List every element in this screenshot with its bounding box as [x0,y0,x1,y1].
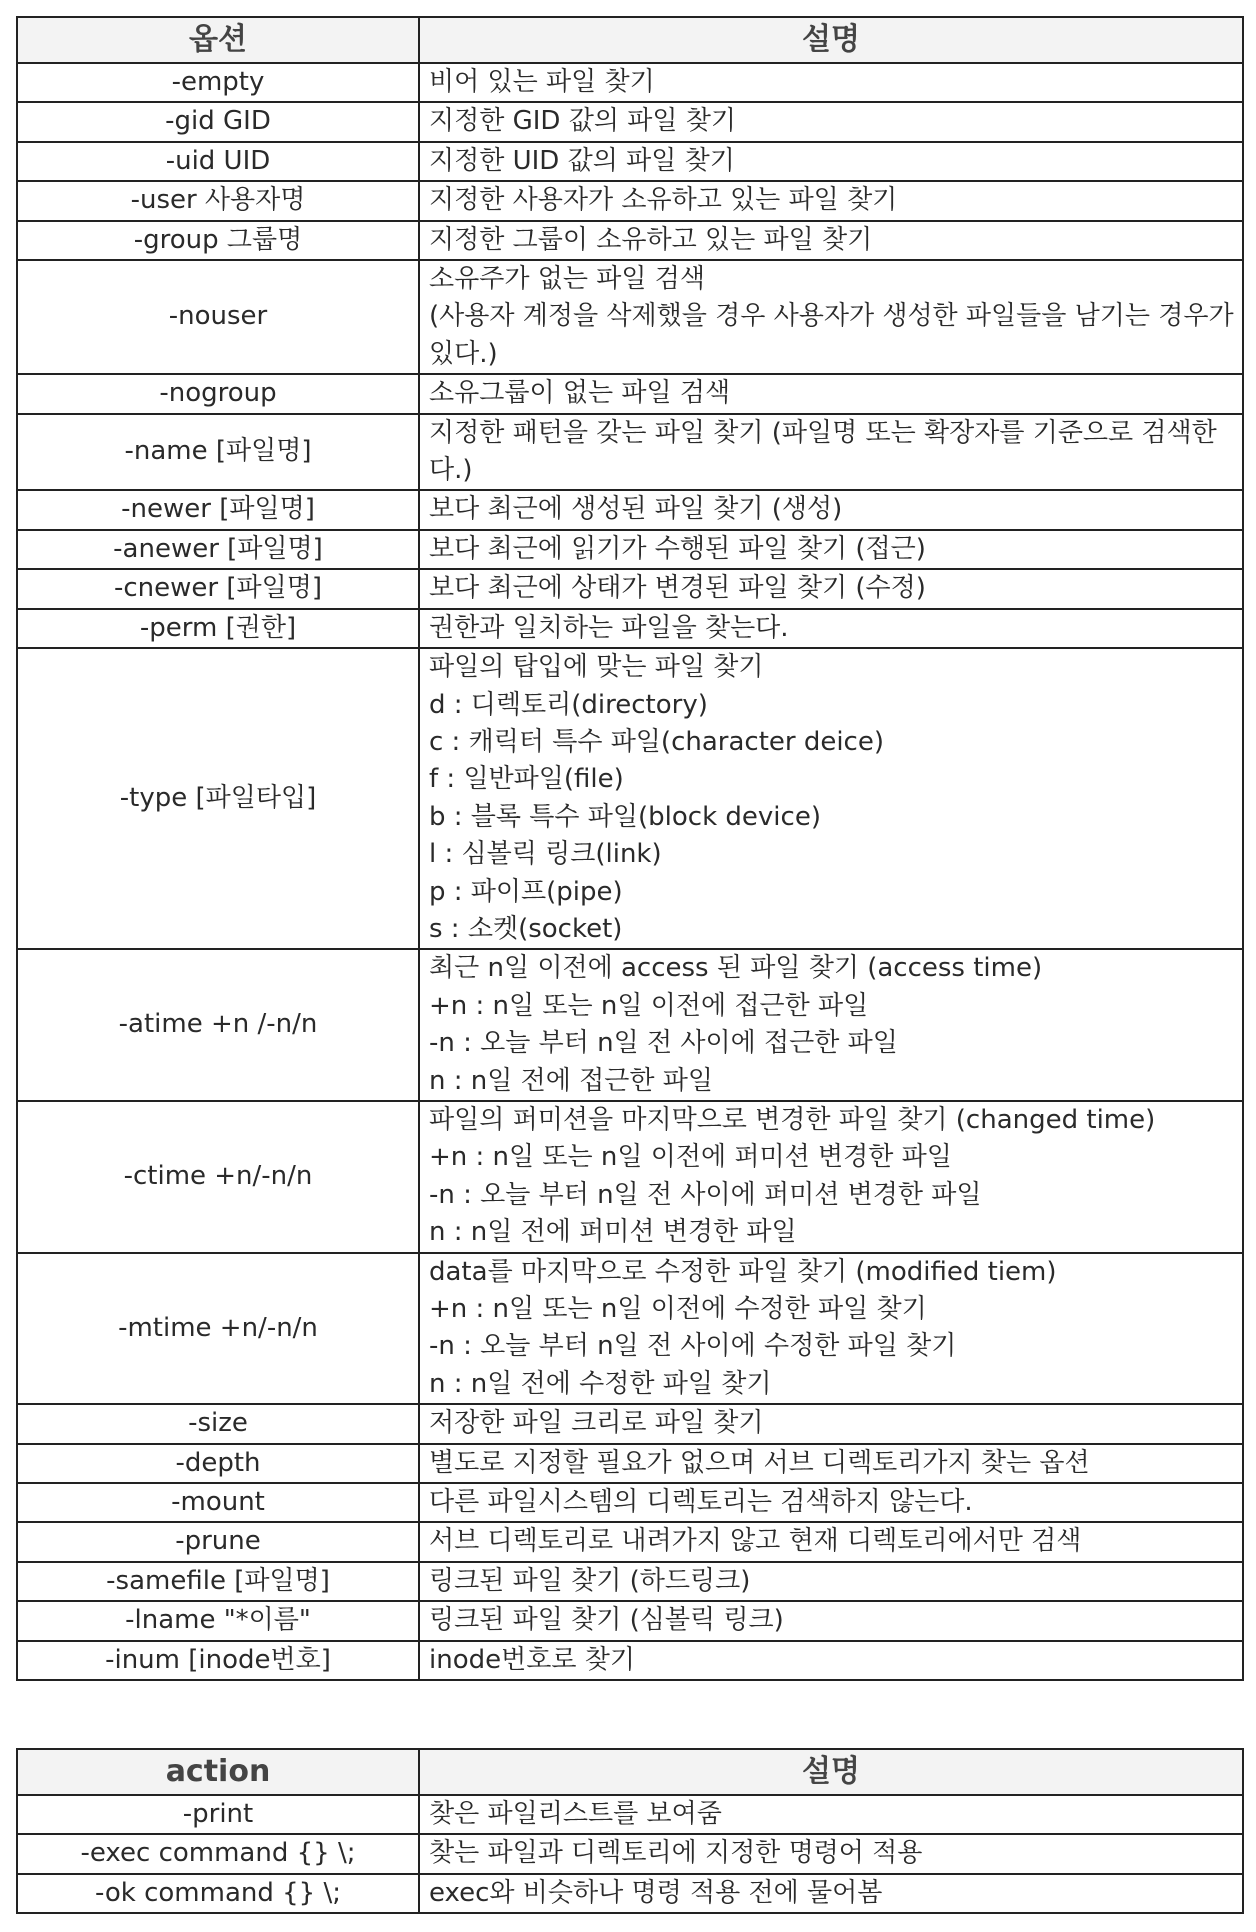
description-cell [419,609,1243,648]
option-cell: -size [17,1404,419,1443]
description-cell [419,142,1243,181]
option-cell: -prune [17,1522,419,1561]
option-cell: -atime +n /-n/n [17,949,419,1101]
description-line: 지정한 그룹이 소유하고 있는 파일 찾기 [429,224,873,255]
table-row [17,102,1243,141]
option-cell: -perm [권한] [17,609,419,648]
option-cell: -nogroup [17,374,419,413]
description-line: 찾는 파일과 디렉토리에 지정한 명령어 적용 [429,1838,923,1869]
description-line: 지정한 사용자가 소유하고 있는 파일 찾기 [429,185,898,216]
description-line: s : 소켓(socket) [429,913,623,944]
description-cell [419,1562,1243,1601]
find-actions-table [16,1748,1244,1914]
description-cell [419,648,1243,949]
description-line: 링크된 파일 찾기 (하드링크) [429,1565,751,1596]
table-row [17,1253,1243,1405]
description-cell [419,181,1243,220]
table-row [17,1834,1243,1873]
option-cell: -mount [17,1483,419,1522]
option-cell: -depth [17,1444,419,1483]
table-row [17,1522,1243,1561]
table-row [17,949,1243,1101]
option-cell: -name [파일명] [17,414,419,491]
description-cell [419,102,1243,141]
description-cell [419,1874,1243,1913]
option-cell: -anewer [파일명] [17,530,419,569]
description-cell [419,1834,1243,1873]
description-cell [419,1253,1243,1405]
option-cell: -ok command {} \; [17,1874,419,1913]
table-row [17,63,1243,102]
description-line: +n : n일 또는 n일 이전에 접근한 파일 [429,990,869,1021]
description-cell [419,414,1243,491]
description-cell [419,569,1243,608]
description-cell [419,1641,1243,1680]
column-header-description: 설명 [419,17,1243,63]
description-cell [419,221,1243,260]
table-row [17,648,1243,949]
table-row [17,374,1243,413]
option-cell: -inum [inode번호] [17,1641,419,1680]
description-line: -n : 오늘 부터 n일 전 사이에 접근한 파일 [429,1028,898,1059]
description-line: 보다 최근에 상태가 변경된 파일 찾기 (수정) [429,573,926,604]
description-line: 저장한 파일 크리로 파일 찾기 [429,1408,764,1439]
option-cell: -ctime +n/-n/n [17,1101,419,1253]
option-cell: -uid UID [17,142,419,181]
description-line: 파일의 탑입에 맞는 파일 찾기 [429,652,764,683]
description-line: 찾은 파일리스트를 보여줌 [429,1799,722,1829]
description-cell [419,1601,1243,1640]
description-cell [419,374,1243,413]
description-line: 지정한 UID 값의 파일 찾기 [429,145,735,176]
table-row [17,414,1243,491]
description-line: 보다 최근에 읽기가 수행된 파일 찾기 (접근) [429,533,926,564]
option-cell: -type [파일타입] [17,648,419,949]
table-row [17,1483,1243,1522]
find-options-table [16,16,1244,1681]
table-row [17,1101,1243,1253]
table-row [17,1641,1243,1680]
table-row [17,260,1243,374]
table-row [17,1404,1243,1443]
description-line: exec와 비슷하나 명령 적용 전에 물어봄 [429,1877,883,1908]
description-line: 소유주가 없는 파일 검색 [429,264,705,295]
description-line: (사용자 계정을 삭제했을 경우 사용자가 생성한 파일들을 남기는 경우가 있다.) [429,301,1234,369]
table-row [17,490,1243,529]
description-cell [419,1795,1243,1834]
description-cell [419,260,1243,374]
option-cell: -cnewer [파일명] [17,569,419,608]
description-line: 링크된 파일 찾기 (심볼릭 링크) [429,1605,784,1636]
description-cell [419,1483,1243,1522]
description-line: c : 캐릭터 특수 파일(character deice) [429,726,884,757]
description-line: 권한과 일치하는 파일을 찾는다. [429,612,789,643]
description-cell [419,490,1243,529]
description-line: b : 블록 특수 파일(block device) [429,801,821,832]
option-cell: -empty [17,63,419,102]
table-header-row [17,1749,1243,1795]
description-line: 소유그룹이 없는 파일 검색 [429,378,731,409]
description-line: n : n일 전에 수정한 파일 찾기 [429,1368,772,1399]
description-cell [419,63,1243,102]
description-cell [419,530,1243,569]
table-row [17,181,1243,220]
description-line: 최근 n일 이전에 access 된 파일 찾기 (access time) [429,953,1043,984]
table-row [17,1795,1243,1834]
description-line: f : 일반파일(file) [429,764,624,795]
option-cell: -samefile [파일명] [17,1562,419,1601]
option-cell: -print [17,1795,419,1834]
option-cell: -gid GID [17,102,419,141]
description-line: 서브 디렉토리로 내려가지 않고 현재 디렉토리에서만 검색 [429,1526,1082,1557]
description-line: data를 마지막으로 수정한 파일 찾기 (modified tiem) [429,1256,1057,1287]
table-header-row [17,17,1243,63]
table-row [17,142,1243,181]
description-line: -n : 오늘 부터 n일 전 사이에 수정한 파일 찾기 [429,1331,957,1362]
table-row [17,1562,1243,1601]
description-cell [419,1404,1243,1443]
description-line: n : n일 전에 접근한 파일 [429,1065,713,1096]
column-header-description: 설명 [419,1749,1243,1795]
description-cell [419,1444,1243,1483]
table-row [17,1444,1243,1483]
option-cell: -user 사용자명 [17,181,419,220]
table-row [17,1601,1243,1640]
table-row [17,530,1243,569]
table-row [17,221,1243,260]
table-row [17,569,1243,608]
option-cell: -newer [파일명] [17,490,419,529]
option-cell: -mtime +n/-n/n [17,1253,419,1405]
description-line: 별도로 지정할 필요가 없으며 서브 디렉토리가지 찾는 옵션 [429,1447,1090,1478]
description-cell [419,949,1243,1101]
description-line: 다른 파일시스템의 디렉토리는 검색하지 않는다. [429,1487,973,1518]
column-header-action: action [17,1749,419,1795]
option-cell: -exec command {} \; [17,1834,419,1873]
description-line: +n : n일 또는 n일 이전에 퍼미션 변경한 파일 [429,1142,952,1173]
description-line: 파일의 퍼미션을 마지막으로 변경한 파일 찾기 (changed time) [429,1104,1156,1135]
description-line: +n : n일 또는 n일 이전에 수정한 파일 찾기 [429,1294,927,1324]
options-table-body [17,63,1243,1680]
description-line: inode번호로 찾기 [429,1644,635,1675]
description-line: 보다 최근에 생성된 파일 찾기 (생성) [429,494,843,525]
column-header-option: 옵션 [17,17,419,63]
description-line: p : 파이프(pipe) [429,876,623,907]
description-cell [419,1522,1243,1561]
description-line: 지정한 GID 값의 파일 찾기 [429,106,736,137]
description-line: n : n일 전에 퍼미션 변경한 파일 [429,1217,797,1248]
actions-table-body [17,1795,1243,1913]
description-line: l : 심볼릭 링크(link) [429,839,662,870]
table-row [17,1874,1243,1913]
description-line: -n : 오늘 부터 n일 전 사이에 퍼미션 변경한 파일 [429,1179,982,1210]
description-line: 지정한 패턴을 갖는 파일 찾기 (파일명 또는 확장자를 기준으로 검색한다.) [429,417,1217,486]
option-cell: -nouser [17,260,419,374]
description-cell [419,1101,1243,1253]
description-line: d : 디렉토리(directory) [429,689,708,720]
description-line: 비어 있는 파일 찾기 [429,67,655,97]
table-row [17,609,1243,648]
option-cell: -group 그룹명 [17,221,419,260]
option-cell: -lname "*이름" [17,1601,419,1640]
